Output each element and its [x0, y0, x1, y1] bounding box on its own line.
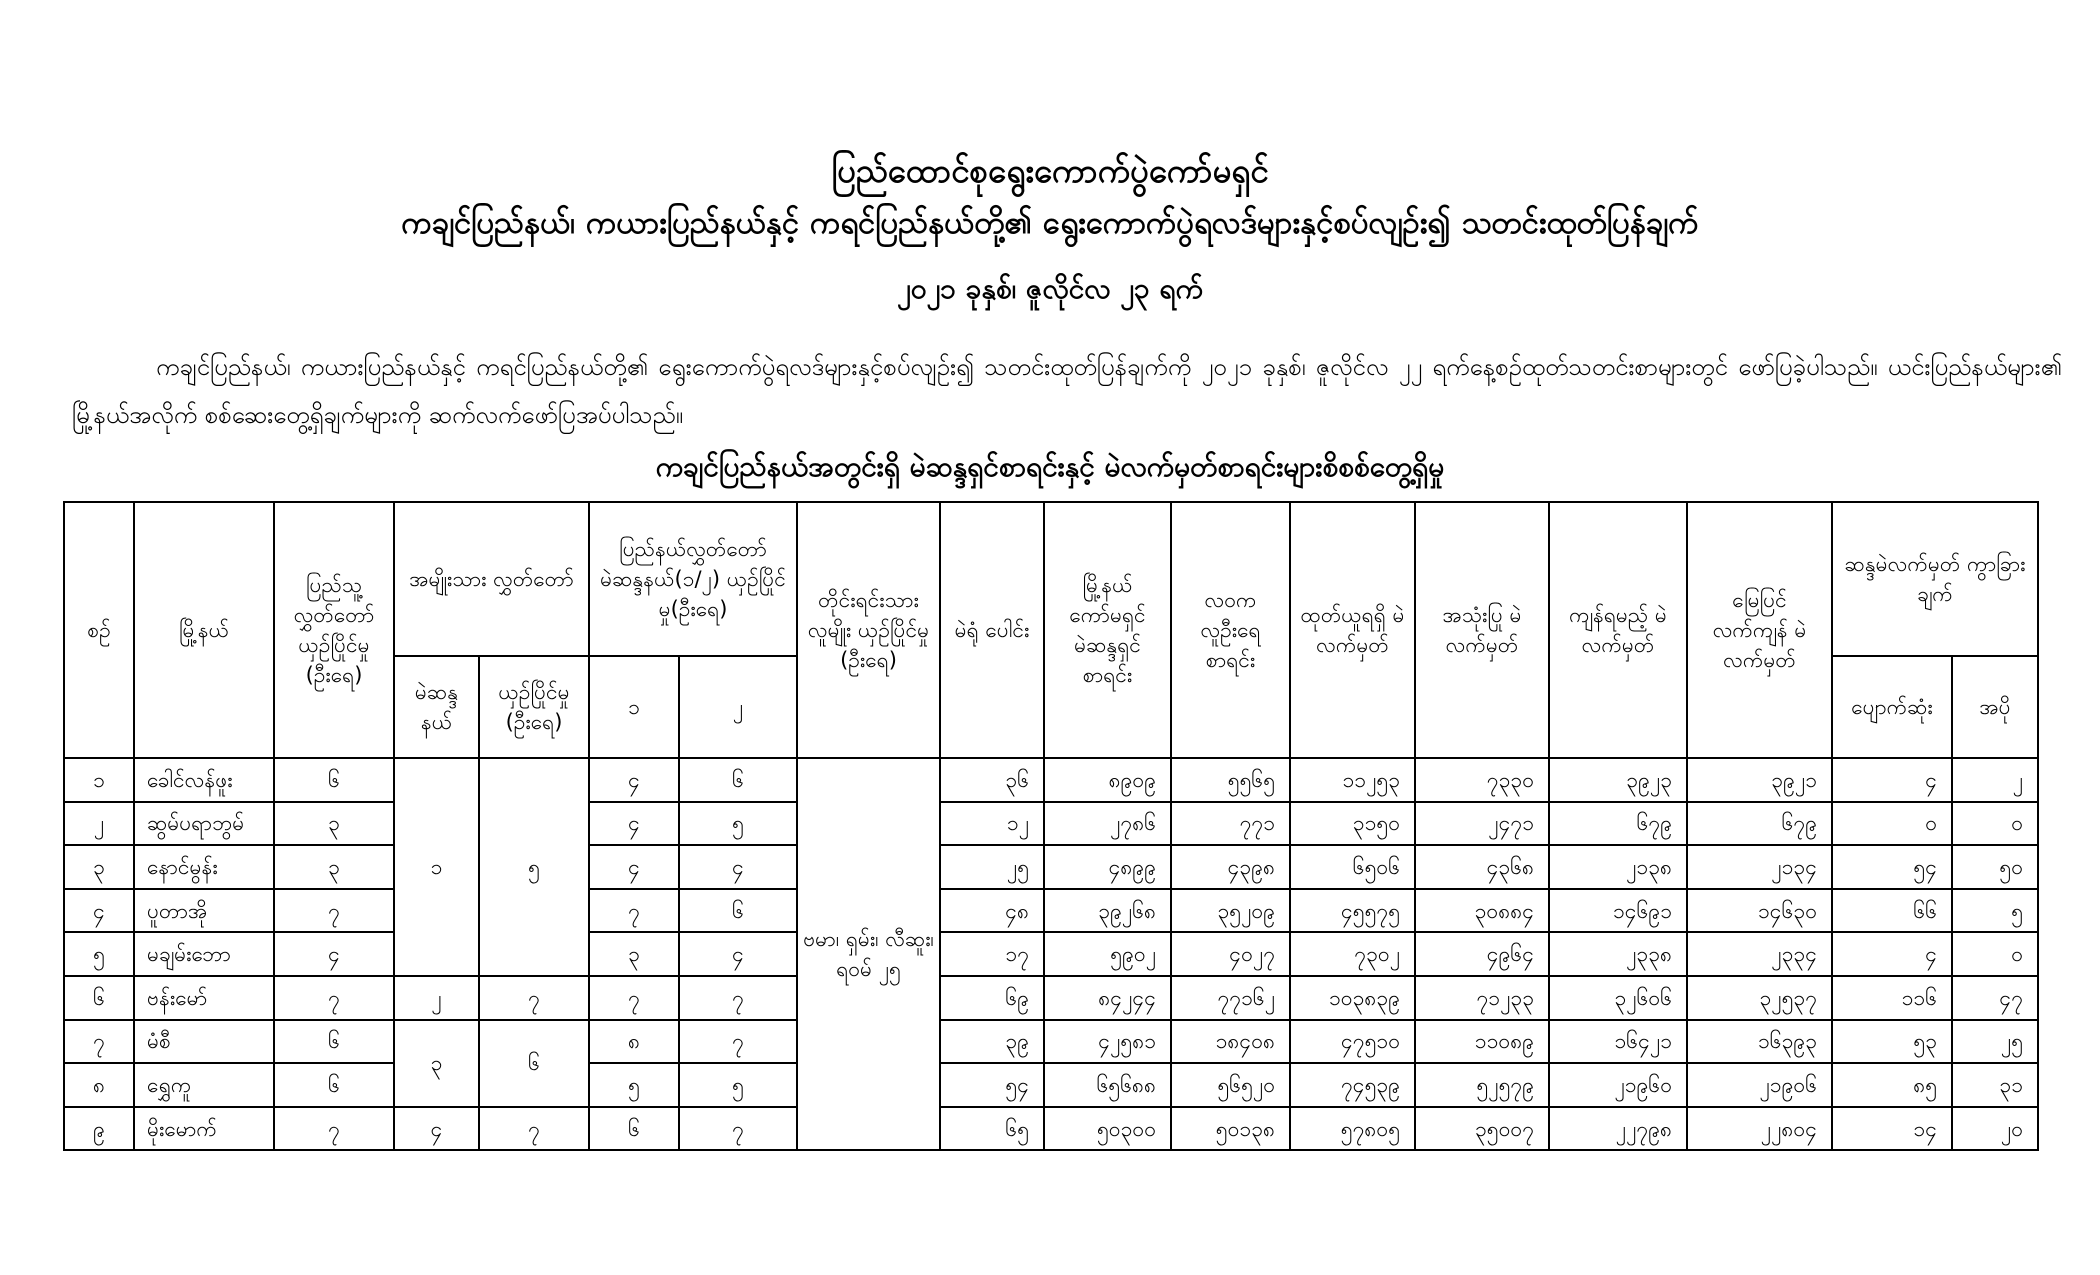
cell-used: ၇၃၃၀ [1415, 758, 1549, 802]
cell-booths: ၃၆ [940, 758, 1044, 802]
cell-voters: ၃၉၂၆၈ [1044, 889, 1171, 933]
cell-used: ၄၉၆၄ [1415, 932, 1549, 976]
col-state-2: ၂ [679, 656, 797, 758]
cell-used: ၅၂၅၇၉ [1415, 1063, 1549, 1107]
cell-state-2: ၄ [679, 845, 797, 889]
cell-issued: ၇၄၅၃၉ [1290, 1063, 1415, 1107]
cell-voters: ၅၉၀၂ [1044, 932, 1171, 976]
cell-state-2: ၄ [679, 932, 797, 976]
cell-township: ရွှေကူ [134, 1063, 274, 1107]
cell-booths: ၁၂ [940, 802, 1044, 846]
cell-issued: ၆၅၀၆ [1290, 845, 1415, 889]
col-issued: ထုတ်ယူရရှိ မဲလက်မှတ် [1290, 502, 1415, 758]
cell-state-1: ၄ [589, 845, 679, 889]
cell-remaining: ၃၉၂၃ [1549, 758, 1687, 802]
cell-missing: ၀ [1832, 802, 1952, 846]
cell-township: မချမ်းဘော [134, 932, 274, 976]
cell-missing: ၄ [1832, 758, 1952, 802]
release-date: ၂၀၂၁ ခုနှစ်၊ ဇူလိုင်လ ၂၃ ရက် [896, 272, 1204, 305]
cell-extra: ၀ [1952, 802, 2038, 846]
cell-booths: ၃၉ [940, 1020, 1044, 1064]
col-amyotha-cand: ယှဉ်ပြိုင်မှု (ဦးရေ) [479, 656, 589, 758]
table-row [64, 1107, 2038, 1151]
cell-voters: ၄၂၅၈၁ [1044, 1020, 1171, 1064]
cell-census: ၅၅၆၅ [1171, 758, 1290, 802]
cell-amyotha-cand: ၅ [479, 758, 589, 976]
col-amyotha-const: မဲဆန္ဒ နယ် [394, 656, 479, 758]
cell-issued: ၃၁၅၀ [1290, 802, 1415, 846]
cell-state-2: ၇ [679, 1020, 797, 1064]
cell-issued: ၄၅၅၇၅ [1290, 889, 1415, 933]
table-row [64, 889, 2038, 933]
cell-extra: ၃၁ [1952, 1063, 2038, 1107]
cell-actual: ၁၄၆၃၀ [1687, 889, 1832, 933]
cell-state-2: ၆ [679, 889, 797, 933]
cell-amyotha-const: ၄ [394, 1107, 479, 1151]
table-row [64, 845, 2038, 889]
cell-voters: ၆၅၆၈၈ [1044, 1063, 1171, 1107]
cell-census: ၇၇၁ [1171, 802, 1290, 846]
cell-extra: ၀ [1952, 932, 2038, 976]
cell-used: ၄၃၆၈ [1415, 845, 1549, 889]
results-table [63, 501, 2039, 1151]
cell-extra: ၅၀ [1952, 845, 2038, 889]
col-ethnic: တိုင်းရင်းသား လူမျိုး ယှဉ်ပြိုင်မှု (ဦးရေ) [797, 502, 940, 758]
cell-extra: ၂၅ [1952, 1020, 2038, 1064]
cell-booths: ၅၄ [940, 1063, 1044, 1107]
col-no: စဉ် [64, 502, 134, 758]
table-row [64, 1063, 2038, 1107]
cell-pyithu: ၆ [274, 1020, 394, 1064]
cell-state-2: ၅ [679, 802, 797, 846]
cell-missing: ၅၄ [1832, 845, 1952, 889]
cell-no: ၅ [64, 932, 134, 976]
cell-issued: ၅၇၈၀၅ [1290, 1107, 1415, 1151]
col-voters: မြို့နယ် ကော်မရှင် မဲဆန္ဒရှင် စာရင်း [1044, 502, 1171, 758]
cell-missing: ၁၄ [1832, 1107, 1952, 1151]
col-remaining: ကျန်ရမည့် မဲလက်မှတ် [1549, 502, 1687, 758]
cell-voters: ၈၄၂၄၄ [1044, 976, 1171, 1020]
cell-booths: ၁၇ [940, 932, 1044, 976]
cell-census: ၁၈၄၀၈ [1171, 1020, 1290, 1064]
cell-no: ၃ [64, 845, 134, 889]
cell-census: ၃၅၂၀၉ [1171, 889, 1290, 933]
cell-township: ဆွမ်ပရာဘွမ် [134, 802, 274, 846]
cell-missing: ၄ [1832, 932, 1952, 976]
cell-state-1: ၅ [589, 1063, 679, 1107]
cell-no: ၂ [64, 802, 134, 846]
cell-issued: ၇၃၀၂ [1290, 932, 1415, 976]
cell-pyithu: ၄ [274, 932, 394, 976]
cell-booths: ၆၉ [940, 976, 1044, 1020]
col-diff-extra: အပို [1952, 656, 2038, 758]
cell-remaining: ၂၁၉၆၀ [1549, 1063, 1687, 1107]
cell-census: ၅၆၅၂၀ [1171, 1063, 1290, 1107]
page-title: ပြည်ထောင်စုရွေးကောက်ပွဲကော်မရှင် [831, 151, 1269, 190]
cell-no: ၇ [64, 1020, 134, 1064]
cell-missing: ၁၁၆ [1832, 976, 1952, 1020]
cell-census: ၄၀၂၇ [1171, 932, 1290, 976]
cell-issued: ၄၇၅၁၀ [1290, 1020, 1415, 1064]
cell-pyithu: ၆ [274, 1063, 394, 1107]
cell-no: ၁ [64, 758, 134, 802]
cell-township: မိုးမောက် [134, 1107, 274, 1151]
cell-used: ၃၅၀၀၇ [1415, 1107, 1549, 1151]
cell-township: မံစီ [134, 1020, 274, 1064]
cell-census: ၄၃၉၈ [1171, 845, 1290, 889]
cell-no: ၈ [64, 1063, 134, 1107]
cell-voters: ၈၉၀၉ [1044, 758, 1171, 802]
cell-state-1: ၆ [589, 1107, 679, 1151]
cell-actual: ၂၁၉၀၆ [1687, 1063, 1832, 1107]
cell-voters: ၅၀၃၀၀ [1044, 1107, 1171, 1151]
cell-state-2: ၆ [679, 758, 797, 802]
cell-pyithu: ၇ [274, 889, 394, 933]
col-township: မြို့နယ် [134, 502, 274, 758]
cell-issued: ၁၀၃၈၃၉ [1290, 976, 1415, 1020]
cell-remaining: ၂၃၃၈ [1549, 932, 1687, 976]
col-diff: ဆန္ဒမဲလက်မှတ် ကွာခြားချက် [1832, 502, 2038, 656]
cell-booths: ၄၈ [940, 889, 1044, 933]
cell-state-1: ၈ [589, 1020, 679, 1064]
cell-state-1: ၄ [589, 802, 679, 846]
cell-pyithu: ၇ [274, 976, 394, 1020]
cell-pyithu: ၆ [274, 758, 394, 802]
cell-census: ၇၇၁၆၂ [1171, 976, 1290, 1020]
col-state: ပြည်နယ်လွှတ်တော် မဲဆန္ဒနယ်(၁/၂) ယှဉ်ပြိုင်မှု(ဦးရေ) [589, 502, 797, 656]
cell-actual: ၃၂၅၃၇ [1687, 976, 1832, 1020]
cell-actual: ၂၂၈၀၄ [1687, 1107, 1832, 1151]
intro-paragraph: ကချင်ပြည်နယ်၊ ကယားပြည်နယ်နှင့် ကရင်ပြည်နယ်တို့၏ ရွေးကောက်ပွဲရလဒ်များနှင့်စပ်လျဉ်း၍ သတင်းထုတ်ပြန်ချက်ကို ၂၀၂၁ ခုနှစ်၊ ဇူလိုင်လ ၂၂ ရက်နေ့စဉ်ထုတ်သတင်းစာများတွင် ဖော်ပြခဲ့ပါသည်။ ယင်းပြည်နယ်များ၏ မြို့နယ်အလိုက် စစ်ဆေးတွေ့ရှိချက်များကို ဆက်လက်ဖော်ပြအပ်ပါသည်။ [72, 353, 2062, 429]
cell-census: ၅၀၁၃၈ [1171, 1107, 1290, 1151]
cell-voters: ၄၈၉၉ [1044, 845, 1171, 889]
cell-extra: ၂ [1952, 758, 2038, 802]
cell-amyotha-const: ၃ [394, 1020, 479, 1107]
cell-remaining: ၂၂၇၉၈ [1549, 1107, 1687, 1151]
cell-state-2: ၇ [679, 1107, 797, 1151]
cell-used: ၂၄၇၁ [1415, 802, 1549, 846]
col-census: လဝက လူဦးရေ စာရင်း [1171, 502, 1290, 758]
cell-booths: ၆၅ [940, 1107, 1044, 1151]
cell-extra: ၅ [1952, 889, 2038, 933]
cell-actual: ၁၆၃၉၃ [1687, 1020, 1832, 1064]
cell-actual: ၂၁၃၄ [1687, 845, 1832, 889]
cell-township: နောင်မွန်း [134, 845, 274, 889]
cell-actual: ၂၃၃၄ [1687, 932, 1832, 976]
table-row [64, 802, 2038, 846]
cell-remaining: ၁၆၄၂၁ [1549, 1020, 1687, 1064]
cell-pyithu: ၃ [274, 802, 394, 846]
cell-remaining: ၆၇၉ [1549, 802, 1687, 846]
cell-no: ၉ [64, 1107, 134, 1151]
col-used: အသုံးပြု မဲလက်မှတ် [1415, 502, 1549, 758]
col-diff-missing: ပျောက်ဆုံး [1832, 656, 1952, 758]
cell-used: ၁၁၀၈၉ [1415, 1020, 1549, 1064]
cell-state-1: ၇ [589, 976, 679, 1020]
cell-extra: ၄၇ [1952, 976, 2038, 1020]
col-state-1: ၁ [589, 656, 679, 758]
table-row [64, 976, 2038, 1020]
col-pyithu: ပြည်သူ့ လွှတ်တော် ယှဉ်ပြိုင်မှု (ဦးရေ) [274, 502, 394, 758]
cell-missing: ၅၃ [1832, 1020, 1952, 1064]
table-row [64, 932, 2038, 976]
cell-extra: ၂၀ [1952, 1107, 2038, 1151]
cell-actual: ၃၉၂၁ [1687, 758, 1832, 802]
cell-state-1: ၇ [589, 889, 679, 933]
cell-township: ဗန်းမော် [134, 976, 274, 1020]
cell-voters: ၂၇၈၆ [1044, 802, 1171, 846]
cell-state-2: ၅ [679, 1063, 797, 1107]
table-title: ကချင်ပြည်နယ်အတွင်းရှိ မဲဆန္ဒရှင်စာရင်းနှင့် မဲလက်မှတ်စာရင်းများစိစစ်တွေ့ရှိမှု [655, 450, 1445, 483]
cell-state-2: ၇ [679, 976, 797, 1020]
cell-booths: ၂၅ [940, 845, 1044, 889]
cell-issued: ၁၁၂၅၃ [1290, 758, 1415, 802]
cell-amyotha-cand: ၆ [479, 1020, 589, 1107]
cell-pyithu: ၃ [274, 845, 394, 889]
cell-no: ၆ [64, 976, 134, 1020]
cell-used: ၇၁၂၃၃ [1415, 976, 1549, 1020]
cell-amyotha-const: ၁ [394, 758, 479, 976]
col-booths: မဲရုံ ပေါင်း [940, 502, 1044, 758]
table-row [64, 1020, 2038, 1064]
col-amyotha: အမျိုးသား လွှတ်တော် [394, 502, 589, 656]
cell-state-1: ၃ [589, 932, 679, 976]
cell-remaining: ၁၄၆၉၁ [1549, 889, 1687, 933]
cell-no: ၄ [64, 889, 134, 933]
cell-remaining: ၃၂၆၀၆ [1549, 976, 1687, 1020]
page-subtitle: ကချင်ပြည်နယ်၊ ကယားပြည်နယ်နှင့် ကရင်ပြည်နယ်တို့၏ ရွေးကောက်ပွဲရလဒ်များနှင့်စပ်လျဉ်း၍ သတင်းထုတ်ပြန်ချက် [401, 205, 1699, 241]
cell-township: ပူတာအို [134, 889, 274, 933]
cell-township: ခေါင်လန်ဖူး [134, 758, 274, 802]
cell-amyotha-cand: ၇ [479, 1107, 589, 1151]
cell-pyithu: ၇ [274, 1107, 394, 1151]
col-actual: မြေပြင် လက်ကျန် မဲလက်မှတ် [1687, 502, 1832, 758]
cell-missing: ၆၆ [1832, 889, 1952, 933]
cell-amyotha-cand: ၇ [479, 976, 589, 1020]
cell-ethnic: ဗမာ၊ ရှမ်း၊ လီဆူး၊ ရဝမ် ၂၅ [797, 758, 940, 1150]
cell-amyotha-const: ၂ [394, 976, 479, 1020]
cell-remaining: ၂၁၃၈ [1549, 845, 1687, 889]
cell-used: ၃၀၈၈၄ [1415, 889, 1549, 933]
header-row-1 [64, 502, 2038, 656]
table-row [64, 758, 2038, 802]
cell-missing: ၈၅ [1832, 1063, 1952, 1107]
cell-state-1: ၄ [589, 758, 679, 802]
cell-actual: ၆၇၉ [1687, 802, 1832, 846]
